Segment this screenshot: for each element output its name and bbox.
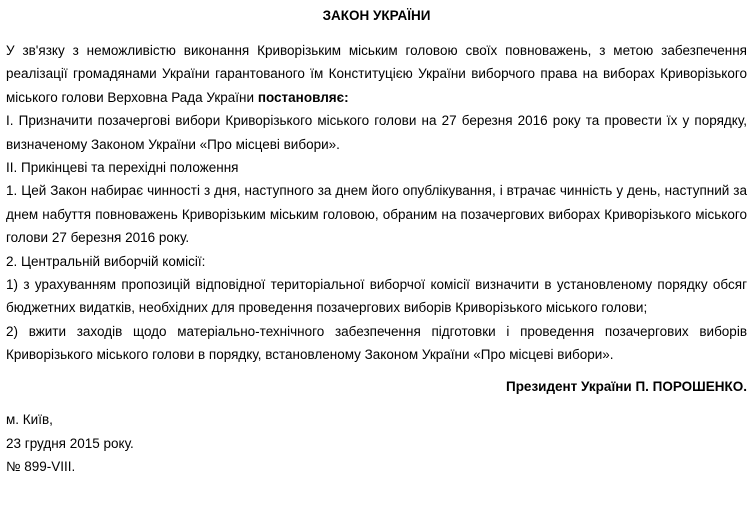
item-2-paragraph: 2. Центральній виборчій комісії: bbox=[6, 253, 206, 269]
document-footer bbox=[6, 408, 747, 478]
sub-item-2-paragraph: 2) вжити заходів щодо матеріально-технічного забезпечення підготовки і проведення позачергових виборів Криворізького міського голови в порядку, встановленому Законом України «Про місцеві вибори». bbox=[6, 323, 747, 363]
preamble-resolves: постановляє: bbox=[257, 89, 349, 105]
law-number: № 899-VIII. bbox=[6, 458, 76, 474]
document-body bbox=[6, 39, 747, 367]
preamble-paragraph bbox=[6, 39, 747, 109]
section-1-paragraph: I. Призначити позачергові вибори Криворізького міського голови на 27 березня 2016 року та провести їх у порядку, визначеному Законом України «Про місцеві вибори». bbox=[6, 113, 747, 152]
document-title: ЗАКОН УКРАЇНИ bbox=[322, 8, 431, 23]
president-signature: Президент України П. ПОРОШЕНКО. bbox=[505, 378, 747, 394]
section-2-heading: II. Прикінцеві та перехідні положення bbox=[6, 160, 239, 176]
preamble-text: У зв'язку з неможливістю виконання Криворізьким міським головою своїх повноважень, з метою забезпечення реалізації громадянами України гарантованого їм Конституцією України виборчого права на виборах Криворізького міського голови Верховна Рада України bbox=[6, 43, 747, 105]
sub-item-1-paragraph: 1) з урахуванням пропозицій відповідної територіальної виборчої комісії визначити в установленому порядку обсяг бюджетних видатків, необхідних для проведення позачергових виборів Криворізького міського голови; bbox=[6, 277, 747, 316]
signing-place: м. Київ, bbox=[6, 412, 53, 428]
signing-date: 23 грудня 2015 року. bbox=[6, 435, 134, 451]
item-1-paragraph: 1. Цей Закон набирає чинності з дня, наступного за днем його опублікування, і втрачає чинність у день, наступний за днем набуття повноважень Криворізьким міським головою, обраним на позачергових виборах Криворізького міського голови 27 березня 2016 року. bbox=[6, 183, 747, 246]
